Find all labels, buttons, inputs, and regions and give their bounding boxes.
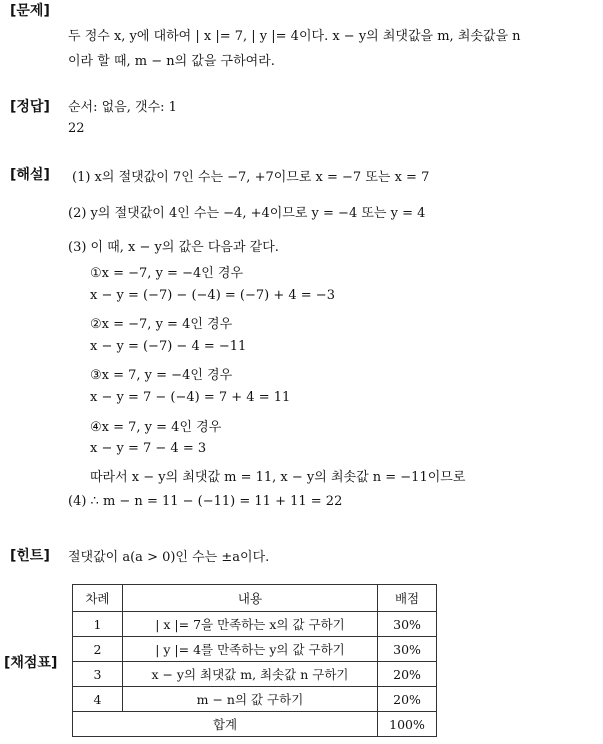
- solution-label: [해설]: [10, 167, 50, 183]
- table-row: [73, 612, 437, 637]
- rubric-header-content: 내용: [122, 585, 377, 612]
- problem-label: [문제]: [10, 3, 50, 19]
- row-content: x − y의 최댓값 m, 최솟값 n 구하기: [122, 662, 377, 687]
- case-2: ②x = −7, y = 4인 경우: [90, 317, 233, 332]
- case-4-eq: x − y = 7 − 4 = 3: [90, 441, 207, 456]
- rubric-table: [72, 584, 437, 737]
- case-1-eq: x − y = (−7) − (−4) = (−7) + 4 = −3: [90, 288, 335, 303]
- solution-step-4: (4) ∴ m − n = 11 − (−11) = 11 + 11 = 22: [68, 494, 343, 509]
- row-order: 3: [73, 662, 123, 687]
- case-3: ③x = 7, y = −4인 경우: [90, 368, 233, 383]
- rubric-total-value: 100%: [378, 712, 437, 737]
- case-3-eq: x − y = 7 − (−4) = 7 + 4 = 11: [90, 390, 291, 405]
- table-row: [73, 637, 437, 662]
- solution-step-2: (2) y의 절댓값이 4인 수는 −4, +4이므로 y = −4 또는 y = 4: [68, 206, 426, 221]
- table-row: [73, 662, 437, 687]
- rubric-header-row: [73, 585, 437, 612]
- table-row: [73, 687, 437, 712]
- rubric-total-row: [73, 712, 437, 737]
- answer-value: 22: [68, 121, 85, 136]
- row-points: 30%: [378, 637, 437, 662]
- row-points: 20%: [378, 687, 437, 712]
- row-content: | x |= 7을 만족하는 x의 값 구하기: [122, 612, 377, 637]
- rubric-header-points: 배점: [378, 585, 437, 612]
- rubric-label: [채점표]: [4, 655, 58, 671]
- solution-step-3: (3) 이 때, x − y의 값은 다음과 같다.: [68, 240, 279, 255]
- row-points: 20%: [378, 662, 437, 687]
- answer-label: [정답]: [10, 99, 50, 115]
- row-order: 4: [73, 687, 123, 712]
- problem-line-1: 두 정수 x, y에 대하여 | x |= 7, | y |= 4이다. x − y의 최댓값을 m, 최솟값을 n: [68, 29, 521, 44]
- row-order: 2: [73, 637, 123, 662]
- case-2-eq: x − y = (−7) − 4 = −11: [90, 339, 247, 354]
- rubric-total-label: 합계: [73, 712, 378, 737]
- case-1: ①x = −7, y = −4인 경우: [90, 266, 244, 281]
- case-4: ④x = 7, y = 4인 경우: [90, 420, 222, 435]
- row-order: 1: [73, 612, 123, 637]
- rubric-header-order: 차례: [73, 585, 123, 612]
- solution-step-1: (1) x의 절댓값이 7인 수는 −7, +7이므로 x = −7 또는 x = 7: [72, 170, 430, 185]
- problem-line-2: 이라 할 때, m − n의 값을 구하여라.: [68, 54, 275, 69]
- row-content: m − n의 값 구하기: [122, 687, 377, 712]
- row-points: 30%: [378, 612, 437, 637]
- hint-label: [힌트]: [10, 548, 50, 564]
- answer-meta: 순서: 없음, 갯수: 1: [68, 100, 177, 115]
- row-content: | y |= 4를 만족하는 y의 값 구하기: [122, 637, 377, 662]
- conclusion: 따라서 x − y의 최댓값 m = 11, x − y의 최솟값 n = −11이므로: [90, 470, 466, 485]
- hint-text: 절댓값이 a(a > 0)인 수는 ±a이다.: [68, 550, 270, 565]
